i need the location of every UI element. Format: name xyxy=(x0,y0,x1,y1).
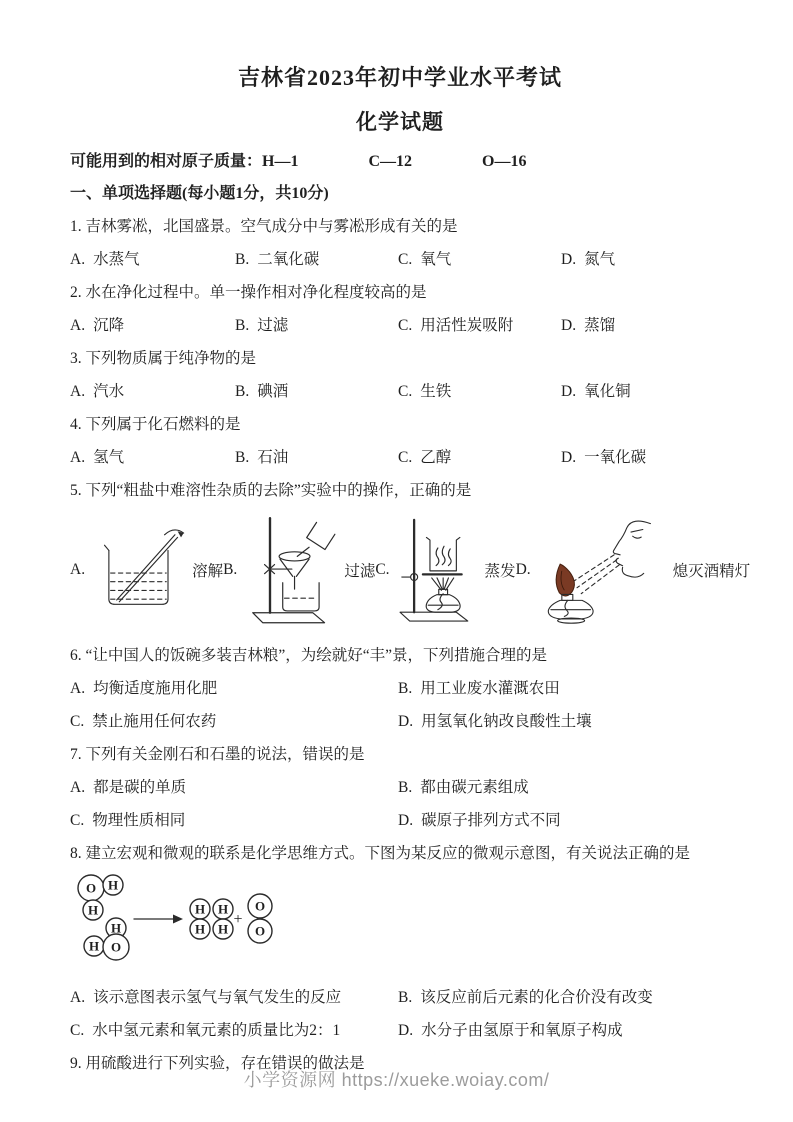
q5-option-b xyxy=(223,510,375,630)
q7-option-d xyxy=(398,810,730,831)
option-letter: B. xyxy=(398,680,413,697)
option-letter: D. xyxy=(561,449,577,466)
option-text: 石油 xyxy=(257,449,289,466)
option-letter: D. xyxy=(561,251,577,268)
option-letter: D. xyxy=(561,383,577,400)
filtration-setup-icon xyxy=(240,510,340,630)
option-text: 水分子由氢原于和氧原子构成 xyxy=(421,1022,623,1039)
option-text: 都是碳的单质 xyxy=(93,779,187,796)
q2-option-c xyxy=(398,315,561,336)
atom-label: H xyxy=(194,901,206,917)
option-text: 氧化铜 xyxy=(584,383,631,400)
option-letter: D. xyxy=(561,317,577,334)
option-letter: D. xyxy=(398,812,414,829)
exam-title: 吉林省2023年初中学业水平考试 xyxy=(237,65,562,90)
option-letter: C. xyxy=(398,251,413,268)
question-6-stem: 6. “让中国人的饭碗多装吉林粮”，为绘就好“丰”景，下列措施合理的是 xyxy=(70,647,548,664)
q1-option-a xyxy=(70,249,235,270)
evaporation-setup-icon xyxy=(393,510,481,630)
question-2-stem: 2. 水在净化过程中。单一操作相对净化程度较高的是 xyxy=(70,284,427,301)
q3-option-a xyxy=(70,381,235,402)
option-text: 都由碳元素组成 xyxy=(420,779,529,796)
q7-option-b xyxy=(398,777,730,798)
atom-label: O xyxy=(254,898,266,914)
exam-subtitle: 化学试题 xyxy=(356,110,444,134)
option-letter: A. xyxy=(70,680,86,697)
option-text: 过滤 xyxy=(257,317,289,334)
question-3-stem: 3. 下列物质属于纯净物的是 xyxy=(70,350,257,367)
option-text: 用活性炭吸附 xyxy=(420,317,514,334)
atom-label: H xyxy=(110,920,122,936)
q6-option-d xyxy=(398,711,730,732)
option-letter: C. xyxy=(70,1022,85,1039)
question-1-stem: 1. 吉林雾凇，北国盛景。空气成分中与雾凇形成有关的是 xyxy=(70,218,458,235)
option-text: 生铁 xyxy=(420,383,452,400)
option-letter: B. xyxy=(235,383,250,400)
figure-caption: 熄灭酒精灯 xyxy=(672,563,751,580)
q5-option-c xyxy=(375,510,515,630)
atom-label: H xyxy=(87,902,99,918)
q8-option-b xyxy=(398,987,730,1008)
option-letter: C. xyxy=(398,449,413,466)
figure-caption: 溶解 xyxy=(192,563,224,580)
figure-caption: 过滤 xyxy=(344,563,376,580)
option-letter: B. xyxy=(398,779,413,796)
q4-option-c xyxy=(398,447,561,468)
molecular-reaction-icon xyxy=(64,870,279,970)
option-letter: D. xyxy=(398,1022,414,1039)
option-letter: A. xyxy=(70,317,86,334)
question-3-options xyxy=(70,381,730,402)
option-letter: B. xyxy=(223,561,238,578)
q4-option-a xyxy=(70,447,235,468)
question-7-options-row-1 xyxy=(70,777,730,798)
q4-option-b xyxy=(235,447,398,468)
question-5-stem: 5. 下列“粗盐中难溶性杂质的去除”实验中的操作，正确的是 xyxy=(70,482,472,499)
question-2-options xyxy=(70,315,730,336)
option-text: 该示意图表示氢气与氧气发生的反应 xyxy=(93,989,342,1006)
question-5-figure-options xyxy=(70,507,751,633)
option-letter: C. xyxy=(70,812,85,829)
atom-label: H xyxy=(194,921,206,937)
atomic-mass-label: 可能用到的相对原子质量： xyxy=(70,153,263,170)
q2-option-b xyxy=(235,315,398,336)
option-text: 氢气 xyxy=(93,449,125,466)
molecular-reaction-diagram xyxy=(64,870,730,975)
blowing-out-alcohol-lamp-icon xyxy=(534,509,669,631)
option-text: 氮气 xyxy=(584,251,616,268)
q7-option-a xyxy=(70,777,398,798)
q3-option-d xyxy=(561,381,730,402)
option-text: 用氢氧化钠改良酸性土壤 xyxy=(421,713,592,730)
q4-option-d xyxy=(561,447,730,468)
q5-option-d xyxy=(516,509,751,631)
option-letter: C. xyxy=(398,383,413,400)
q3-option-b xyxy=(235,381,398,402)
question-4-options xyxy=(70,447,730,468)
plus-sign: + xyxy=(233,911,243,928)
option-letter: A. xyxy=(70,561,86,578)
q2-option-d xyxy=(561,315,730,336)
option-letter: C. xyxy=(70,713,85,730)
option-letter: B. xyxy=(235,449,250,466)
watermark-footer: 小学资源网 https://xueke.woiay.com/ xyxy=(243,1070,550,1090)
atom-label: H xyxy=(217,901,229,917)
question-6-options-row-1 xyxy=(70,678,730,699)
q7-option-c xyxy=(70,810,398,831)
option-text: 该反应前后元素的化合价没有改变 xyxy=(420,989,653,1006)
atom-label: O xyxy=(85,880,97,896)
option-letter: A. xyxy=(70,449,86,466)
option-letter: A. xyxy=(70,989,86,1006)
q8-option-c xyxy=(70,1020,398,1041)
q6-option-a xyxy=(70,678,398,699)
option-text: 禁止施用任何农药 xyxy=(92,713,217,730)
q1-option-b xyxy=(235,249,398,270)
option-text: 氧气 xyxy=(420,251,452,268)
option-letter: B. xyxy=(235,317,250,334)
figure-caption: 蒸发 xyxy=(484,563,516,580)
page-content xyxy=(0,64,793,1074)
atom-label: O xyxy=(254,923,266,939)
option-text: 水蒸气 xyxy=(93,251,140,268)
option-letter: B. xyxy=(398,989,413,1006)
q2-option-a xyxy=(70,315,235,336)
atom-label: H xyxy=(217,921,229,937)
q6-option-b xyxy=(398,678,730,699)
option-letter: C. xyxy=(375,561,390,578)
option-text: 二氧化碳 xyxy=(257,251,320,268)
option-text: 物理性质相同 xyxy=(92,812,186,829)
atom-label: H xyxy=(107,877,119,893)
option-text: 碳原子排列方式不同 xyxy=(421,812,561,829)
mass-item-c: C—12 xyxy=(368,153,413,170)
q1-option-d xyxy=(561,249,730,270)
question-4-stem: 4. 下列属于化石燃料的是 xyxy=(70,416,241,433)
q3-option-c xyxy=(398,381,561,402)
option-text: 均衡适度施用化肥 xyxy=(93,680,218,697)
mass-item-o: O—16 xyxy=(482,153,527,170)
option-text: 沉降 xyxy=(93,317,125,334)
option-letter: A. xyxy=(70,383,86,400)
question-8-stem: 8. 建立宏观和微观的联系是化学思维方式。下图为某反应的微观示意图，有关说法正确的是 xyxy=(70,845,691,862)
option-text: 乙醇 xyxy=(420,449,452,466)
q6-option-c xyxy=(70,711,398,732)
option-letter: A. xyxy=(70,779,86,796)
option-text: 一氧化碳 xyxy=(584,449,647,466)
atom-label: H xyxy=(88,938,100,954)
option-letter: A. xyxy=(70,251,86,268)
atomic-mass-note xyxy=(70,151,730,172)
option-text: 水中氢元素和氧元素的质量比为2：1 xyxy=(92,1022,341,1039)
option-letter: B. xyxy=(235,251,250,268)
option-text: 碘酒 xyxy=(257,383,289,400)
atom-label: O xyxy=(110,939,122,955)
option-letter: C. xyxy=(398,317,413,334)
reaction-arrow-icon xyxy=(134,915,183,924)
option-letter: D. xyxy=(515,561,531,578)
question-9-stem: 9. 用硫酸进行下列实验，存在错误的做法是 xyxy=(70,1055,365,1072)
mass-item-h: H—1 xyxy=(262,153,299,170)
q5-option-a xyxy=(70,516,223,624)
option-text: 用工业废水灌溉农田 xyxy=(420,680,560,697)
question-1-options xyxy=(70,249,730,270)
question-8-options-row-1 xyxy=(70,987,730,1008)
question-6-options-row-2 xyxy=(70,711,730,732)
section-heading: 一、单项选择题(每小题1分，共10分) xyxy=(70,185,329,202)
q8-option-a xyxy=(70,987,398,1008)
option-letter: D. xyxy=(398,713,414,730)
q1-option-c xyxy=(398,249,561,270)
option-text: 蒸馏 xyxy=(584,317,616,334)
question-7-stem: 7. 下列有关金刚石和石墨的说法，错误的是 xyxy=(70,746,365,763)
option-text: 汽水 xyxy=(93,383,125,400)
beaker-stirring-rod-icon xyxy=(88,516,188,624)
question-8-options-row-2 xyxy=(70,1020,730,1041)
q8-option-d xyxy=(398,1020,730,1041)
question-7-options-row-2 xyxy=(70,810,730,831)
